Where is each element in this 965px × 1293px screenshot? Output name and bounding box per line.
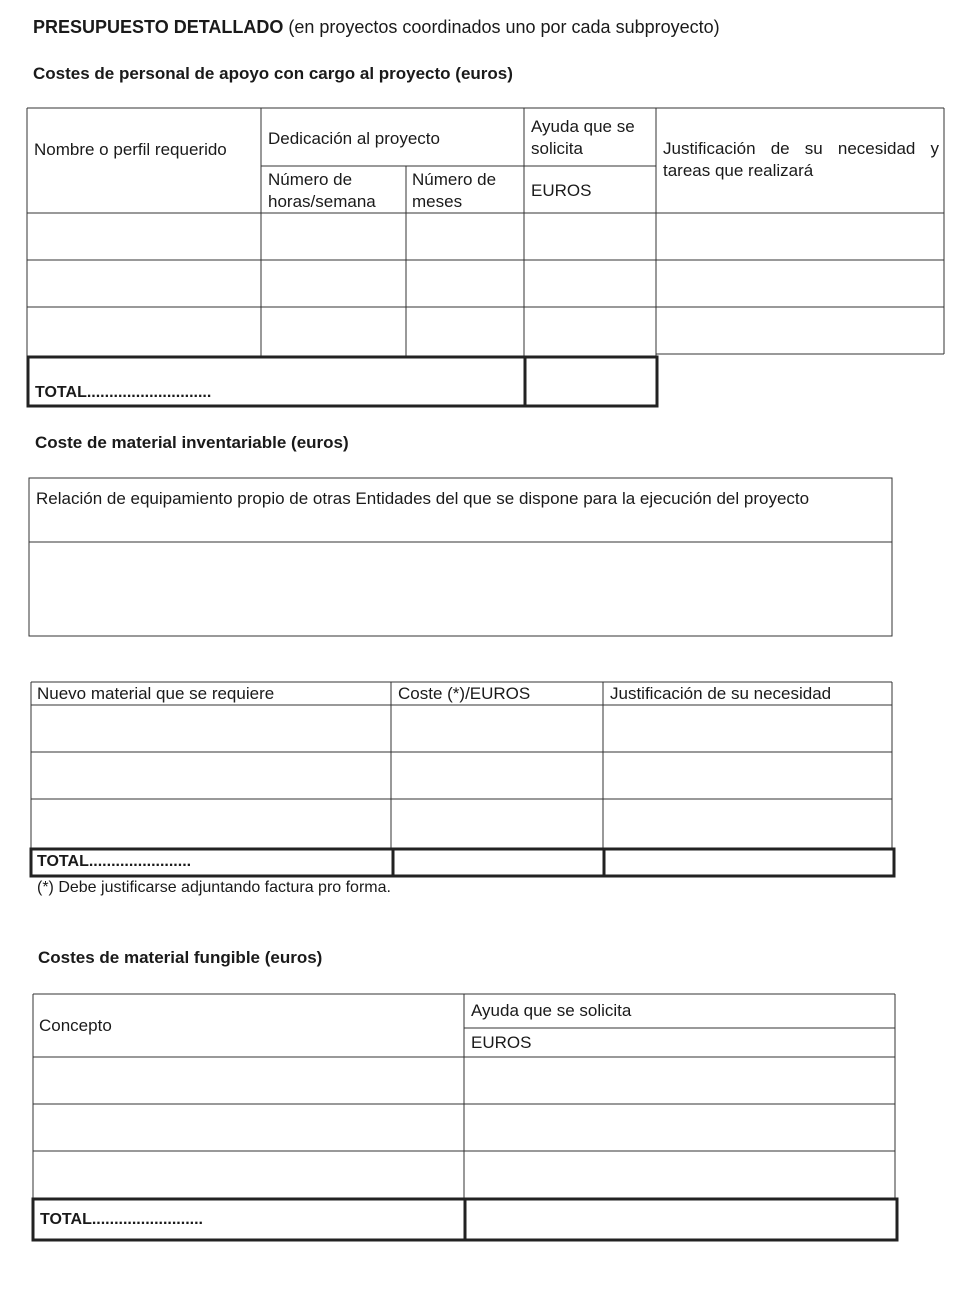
personal-col-justificacion: Justificación de su necesidad y tareas que realizará bbox=[663, 139, 939, 180]
nuevo-material-grid bbox=[31, 682, 892, 848]
personal-col-ayuda: Ayuda que se solicita bbox=[531, 117, 635, 158]
relacion-text: Relación de equipamiento propio de otras Entidades del que se dispone para la ejecución del proyecto bbox=[36, 489, 810, 508]
fungible-col-ayuda: Ayuda que se solicita bbox=[471, 1001, 632, 1020]
fungible-total-label: TOTAL......................... bbox=[40, 1211, 203, 1228]
personal-col-dedicacion: Dedicación al proyecto bbox=[268, 129, 440, 148]
personal-col-nombre: Nombre o perfil requerido bbox=[34, 140, 227, 159]
personal-col-meses: Número de meses bbox=[412, 170, 497, 211]
inventariable-section-title: Coste de material inventariable (euros) bbox=[35, 433, 349, 452]
footnote: (*) Debe justificarse adjuntando factura pro forma. bbox=[37, 879, 391, 896]
page-title-bold: PRESUPUESTO DETALLADO bbox=[33, 17, 284, 37]
personal-col-euros: EUROS bbox=[531, 181, 592, 200]
fungible-section-title: Costes de material fungible (euros) bbox=[38, 948, 323, 967]
fungible-grid bbox=[33, 994, 895, 1198]
page-title-subtitle: (en proyectos coordinados uno por cada subproyecto) bbox=[283, 17, 720, 37]
personal-total-label: TOTAL............................ bbox=[35, 384, 212, 401]
nuevo-total-label: TOTAL....................... bbox=[37, 853, 192, 870]
fungible-col-euros: EUROS bbox=[471, 1033, 532, 1052]
nuevo-col-material: Nuevo material que se requiere bbox=[37, 684, 275, 703]
nuevo-col-justificacion: Justificación de su necesidad bbox=[610, 684, 832, 703]
nuevo-col-coste: Coste (*)/EUROS bbox=[398, 684, 531, 703]
fungible-col-concepto: Concepto bbox=[39, 1016, 112, 1035]
personal-section-title: Costes de personal de apoyo con cargo al proyecto (euros) bbox=[33, 64, 513, 83]
personal-col-horas: Número de horas/semana bbox=[268, 170, 376, 211]
